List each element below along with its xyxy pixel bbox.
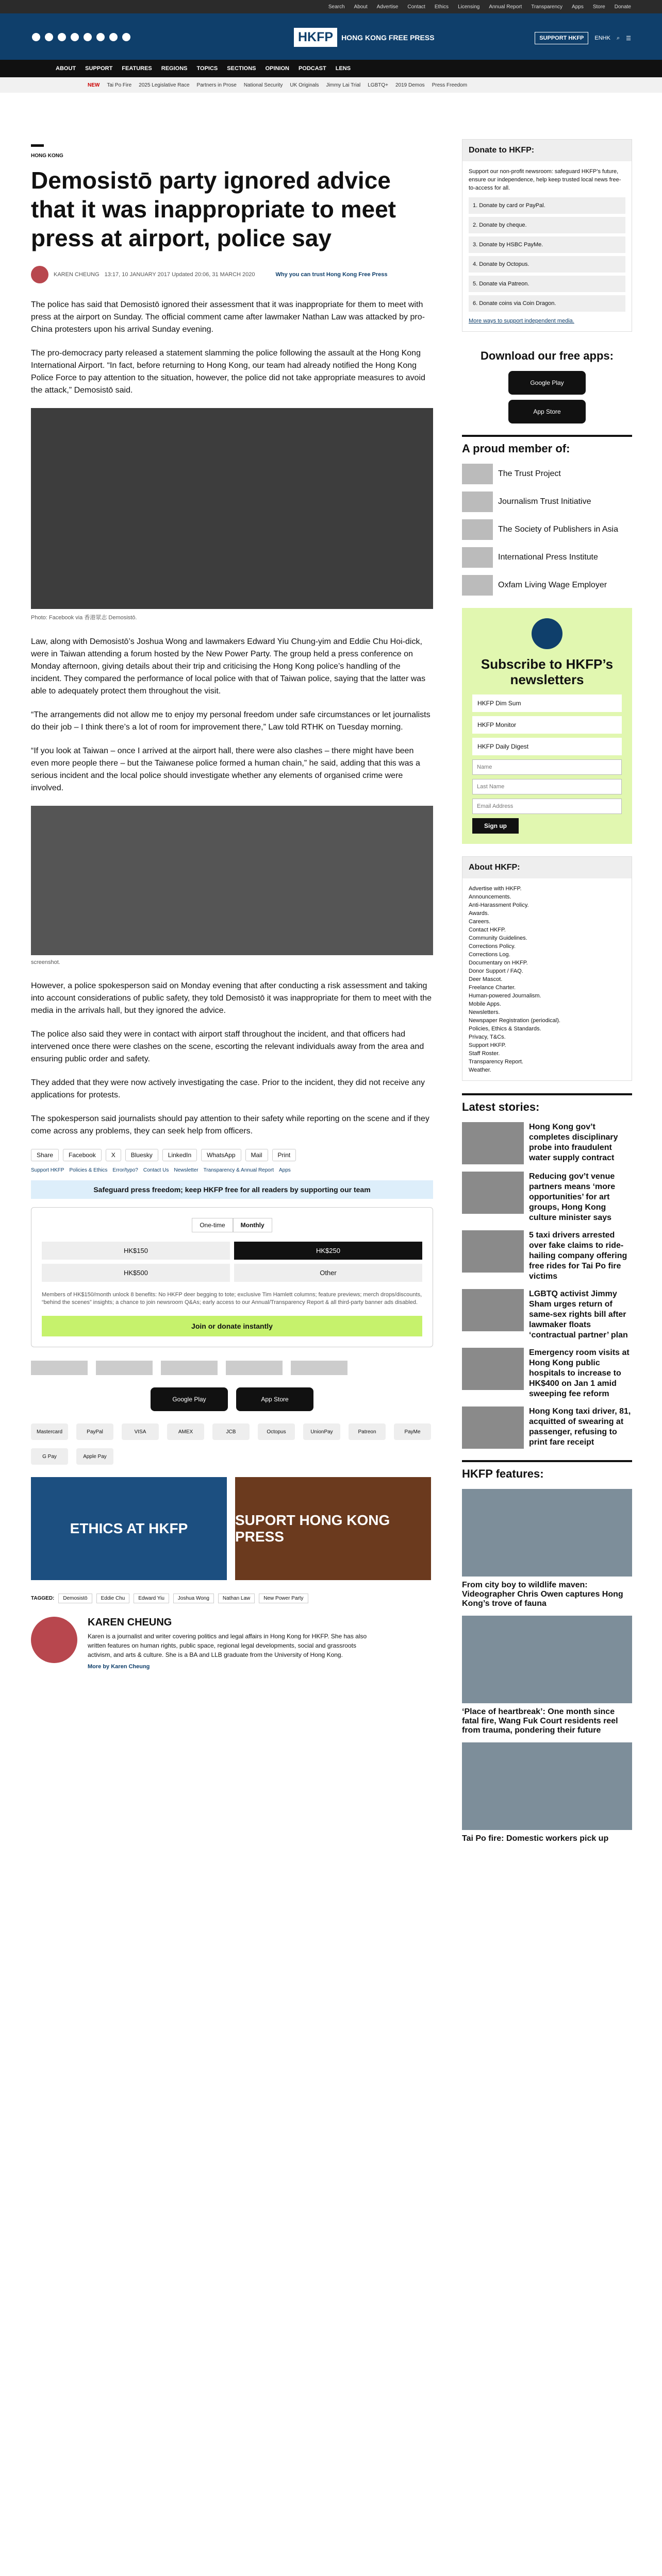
paragraph: The spokesperson said journalists should pay attention to their safety while reporting on the scene and if they come across any problems, they can seek help from officers.	[31, 1114, 429, 1136]
mastercard-icon: Mastercard	[31, 1423, 68, 1440]
latest-story[interactable]	[462, 1406, 632, 1449]
support-link[interactable]: Support HKFP	[31, 1167, 64, 1173]
about-link[interactable]: Mobile Apps.	[469, 1001, 501, 1007]
latest-story[interactable]	[462, 1289, 632, 1341]
paragraph: They added that they were now actively investigating the case. Prior to the incident, they did not receive any applications for protests.	[31, 1078, 425, 1099]
features-heading: HKFP features:	[462, 1460, 632, 1481]
member-org[interactable]	[462, 464, 632, 484]
tag[interactable]: New Power Party	[259, 1594, 308, 1603]
nav-item[interactable]: LENS	[335, 65, 351, 72]
latest-story[interactable]	[462, 1348, 632, 1399]
author-box	[31, 1617, 433, 1670]
about-link[interactable]: Corrections Log.	[469, 952, 510, 958]
donate-method[interactable]: 5. Donate via Patreon.	[469, 276, 625, 292]
payment-logos	[31, 1423, 433, 1465]
about-link[interactable]: Transparency Report.	[469, 1059, 523, 1065]
newsletter-title: Subscribe to HKFP’s newsletters	[481, 656, 614, 687]
hkfp-badge-icon	[532, 618, 562, 649]
youtube-icon[interactable]	[71, 33, 79, 41]
newsletter-option[interactable]: HKFP Monitor	[472, 716, 622, 734]
share-button[interactable]: Print	[272, 1149, 296, 1161]
member-logo	[462, 575, 493, 596]
support-button[interactable]: SUPPORT HKFP	[535, 32, 588, 44]
feature-title[interactable]: ‘Place of heartbreak’: One month since fatal fire, Wang Fuk Court residents reel from trauma, pondering their future	[462, 1707, 618, 1735]
tagged-label: TAGGED:	[31, 1596, 55, 1601]
newsletter-field[interactable]: Last Name	[472, 779, 622, 794]
story-title[interactable]: Reducing gov’t venue partners means ‘more opportunities’ for art groups, Hong Kong culture minister says	[529, 1172, 616, 1222]
publish-date: 13:17, 10 JANUARY 2017 Updated 20:06, 31 MARCH 2020	[104, 272, 255, 278]
tag[interactable]: Eddie Chu	[96, 1594, 130, 1603]
x-icon[interactable]	[45, 33, 53, 41]
video-banners	[31, 1477, 433, 1580]
donate-sidebar-widget	[462, 139, 632, 332]
support-video-banner[interactable]: SUPORT HONG KONG PRESS	[235, 1477, 431, 1580]
photo-caption: Photo: Facebook via 香港眾志 Demosistō.	[31, 615, 137, 621]
feature-image	[462, 1616, 632, 1703]
google-play-badge[interactable]: Google Play	[151, 1387, 228, 1411]
paypal-icon: PayPal	[76, 1423, 113, 1440]
partner-logo	[291, 1361, 347, 1375]
about-link[interactable]: Human-powered Journalism.	[469, 993, 541, 999]
topbar-link[interactable]: Licensing	[458, 4, 480, 10]
tag[interactable]: Nathan Law	[218, 1594, 255, 1603]
about-link[interactable]: Policies, Ethics & Standards.	[469, 1026, 541, 1032]
share-button[interactable]: Bluesky	[125, 1149, 158, 1161]
sidebar	[462, 62, 632, 1851]
paragraph: “The arrangements did not allow me to enjoy my personal freedom under safe circumstances or let journalists do their job – I think there’s a lot of room for improvement there,” Law told RTHK on Tuesday morning.	[31, 710, 431, 732]
payme-icon: PayMe	[394, 1423, 431, 1440]
about-link[interactable]: Anti-Harassment Policy.	[469, 902, 529, 908]
story-title[interactable]: Hong Kong taxi driver, 81, acquitted of swearing at passenger, refusing to print fare receipt	[529, 1407, 631, 1447]
site-logo[interactable]	[294, 28, 435, 47]
bluesky-icon[interactable]	[122, 33, 130, 41]
header-actions	[535, 32, 631, 44]
story-thumbnail	[462, 1348, 524, 1390]
author-bio: Karen is a journalist and writer covering politics and legal affairs in Hong Kong for HKFP. She has also written features on human rights, public space, regional legal developments, social and grassroots activism, and arts & culture. She is a BA and LLB graduate from the University of Hong Kong.	[88, 1633, 367, 1658]
about-link[interactable]: Freelance Charter.	[469, 985, 516, 991]
widget-title: Donate to HKFP:	[462, 140, 632, 161]
member-logo	[462, 547, 493, 568]
article-photo	[31, 408, 433, 609]
feature-story[interactable]	[462, 1616, 632, 1735]
about-link[interactable]: Contact HKFP.	[469, 927, 506, 933]
feature-story[interactable]	[462, 1742, 632, 1843]
share-button[interactable]: LinkedIn	[162, 1149, 197, 1161]
member-org[interactable]	[462, 575, 632, 596]
partner-logo	[161, 1361, 218, 1375]
topbar-link[interactable]: Apps	[572, 4, 584, 10]
support-link[interactable]: Apps	[278, 1167, 291, 1173]
about-link[interactable]: Awards.	[469, 910, 489, 917]
amount-options	[42, 1242, 422, 1282]
donate-method[interactable]: 4. Donate by Octopus.	[469, 256, 625, 273]
story-thumbnail	[462, 1122, 524, 1164]
member-name: The Trust Project	[498, 469, 561, 478]
title-rule	[31, 144, 44, 147]
about-link[interactable]: Advertise with HKFP.	[469, 886, 522, 892]
trending-link[interactable]: 2019 Demos	[395, 82, 425, 88]
telegram-icon[interactable]	[96, 33, 105, 41]
topbar-link[interactable]: Search	[328, 4, 345, 10]
story-title[interactable]: 5 taxi drivers arrested over fake claims to ride-hailing company offering free rides for Tai Po fire victims	[529, 1231, 627, 1281]
about-link[interactable]: Community Guidelines.	[469, 935, 527, 941]
donate-method[interactable]: 6. Donate coins via Coin Dragon.	[469, 295, 625, 312]
topbar-link[interactable]: Contact	[407, 4, 425, 10]
topbar-link[interactable]: About	[354, 4, 368, 10]
article-title: Demosistō party ignored advice that it was inappropriate to meet press at airport, police say	[31, 167, 396, 251]
support-link[interactable]: Transparency & Annual Report	[203, 1167, 274, 1173]
visa-icon: VISA	[122, 1423, 159, 1440]
author-avatar	[31, 266, 48, 283]
member-logo	[462, 464, 493, 484]
unionpay-icon: UnionPay	[303, 1423, 340, 1440]
menu-icon[interactable]: ☰	[626, 35, 631, 42]
member-name: Oxfam Living Wage Employer	[498, 581, 607, 589]
support-link[interactable]: Error/typo?	[112, 1167, 138, 1173]
nav-item[interactable]: SUPPORT	[85, 65, 113, 72]
article-photo	[31, 806, 433, 955]
jcb-icon: JCB	[212, 1423, 250, 1440]
trending-link[interactable]: Jimmy Lai Trial	[326, 82, 361, 88]
trending-link[interactable]: Partners in Prose	[196, 82, 237, 88]
latest-story[interactable]	[462, 1122, 632, 1164]
share-button[interactable]: Share	[31, 1149, 59, 1161]
share-button[interactable]: Facebook	[63, 1149, 102, 1161]
amex-icon: AMEX	[167, 1423, 204, 1440]
trending-link[interactable]: UK Originals	[290, 82, 319, 88]
octopus-icon: Octopus	[258, 1423, 295, 1440]
latest-heading: Latest stories:	[462, 1093, 632, 1114]
paragraph: The police also said they were in contact with airport staff throughout the incident, and that officers had intervened once there were clashes on the scene, escorting the relevant individuals away from the area and ensuring public order and safety.	[31, 1030, 424, 1063]
support-link[interactable]: Contact Us	[143, 1167, 169, 1173]
newsletter-option[interactable]: HKFP Dim Sum	[472, 694, 622, 712]
tag[interactable]: Edward Yiu	[134, 1594, 169, 1603]
instagram-icon[interactable]	[58, 33, 66, 41]
paragraph: Law, along with Demosistō’s Joshua Wong and lawmakers Edward Yiu Chung-yim and Eddie Chu Hoi-dick, were in Taiwan attending a forum hosted by the New Power Party. The group held a press conference on Monday afternoon, giving details about their trip and criticising the Hong Kong police’s handling of the incident. They compared the performance of local police with that of Taiwan police, saying that the latter was able to adequately protect them throughout the visit.	[31, 637, 426, 696]
latest-story[interactable]	[462, 1172, 632, 1223]
app-store-badge[interactable]: App Store	[236, 1387, 313, 1411]
nav-item[interactable]: ABOUT	[56, 65, 76, 72]
trending-link[interactable]: LGBTQ+	[368, 82, 388, 88]
feature-story[interactable]	[462, 1489, 632, 1608]
member-org[interactable]	[462, 492, 632, 512]
story-title[interactable]: Emergency room visits at Hong Kong public hospitals to increase to HK$400 on Jan 1 amid sweeping fee reform	[529, 1348, 630, 1398]
search-icon[interactable]: ⌕	[616, 35, 620, 41]
nav-item[interactable]: FEATURES	[122, 65, 152, 72]
author-box-name[interactable]: KAREN CHEUNG	[88, 1617, 172, 1628]
member-benefits-note: Members of HK$150/month unlock 8 benefits: No HKFP deer begging to tote; exclusive Tim Hamlett columns; feature previews; merch drops/discounts, “behind the scenes” insights; a chance to join newsroom Q&As; early access to our Annual/Transparency Report & all third-party banner ads disabled.	[42, 1292, 422, 1306]
topbar-link[interactable]: Donate	[614, 4, 631, 10]
member-heading: A proud member of:	[462, 435, 632, 455]
safeguard-banner[interactable]: Safeguard press freedom; keep HKFP free for all readers by supporting our team	[31, 1180, 433, 1199]
about-link[interactable]: Documentary on HKFP.	[469, 960, 528, 966]
about-link[interactable]: Support HKFP.	[469, 1042, 506, 1048]
newsletter-option[interactable]: HKFP Daily Digest	[472, 738, 622, 755]
share-button[interactable]: WhatsApp	[201, 1149, 241, 1161]
donate-widget	[31, 1207, 433, 1347]
article-column	[31, 144, 433, 1670]
newsletter-widget	[462, 608, 632, 844]
about-link[interactable]: Weather.	[469, 1067, 491, 1073]
member-logo	[462, 519, 493, 540]
donate-text: Support our non-profit newsroom: safeguard HKFP’s future, ensure our independence, help keep trusted local news free-to-access for all.	[469, 168, 621, 191]
share-bar	[31, 1149, 433, 1161]
support-links	[31, 1167, 433, 1173]
partner-logo	[31, 1361, 88, 1375]
site-header	[0, 13, 662, 60]
facebook-icon[interactable]	[32, 33, 40, 41]
logo-text: HONG KONG FREE PRESS	[341, 33, 435, 42]
paragraph: The pro-democracy party released a statement slamming the police following the assault at the Hong Kong International Airport. “In fact, before returning to Hong Kong, our team had already notified the Hong Kong Police Force to pay attention to the situation, however, the police did not take appropriate measures to avoid the attack,” Demosistō said.	[31, 349, 425, 395]
ethics-video-banner[interactable]: ETHICS AT HKFP	[31, 1477, 227, 1580]
partner-logo	[96, 1361, 153, 1375]
story-thumbnail	[462, 1289, 524, 1331]
feature-title[interactable]: Tai Po fire: Domestic workers pick up	[462, 1834, 609, 1843]
amount-option[interactable]: Other	[234, 1264, 422, 1282]
topbar-link[interactable]: Annual Report	[489, 4, 522, 10]
latest-story[interactable]	[462, 1230, 632, 1282]
topbar-link[interactable]: Ethics	[434, 4, 449, 10]
more-ways-link[interactable]: More ways to support independent media.	[469, 318, 574, 324]
tag[interactable]: Joshua Wong	[173, 1594, 214, 1603]
story-title[interactable]: LGBTQ activist Jimmy Sham urges return of same-sex rights bill after lawmaker floats ‘contractual partner’ plan	[529, 1290, 628, 1340]
widget-title: About HKFP:	[462, 857, 632, 878]
google-play-badge[interactable]: Google Play	[508, 371, 586, 395]
topbar-link[interactable]: Advertise	[376, 4, 399, 10]
trending-link[interactable]: National Security	[243, 82, 283, 88]
social-icons	[32, 33, 130, 41]
author-box-avatar	[31, 1617, 77, 1663]
donate-tabs	[42, 1218, 422, 1232]
byline	[31, 266, 433, 283]
story-title[interactable]: Hong Kong gov’t completes disciplinary probe into fraudulent water supply contract	[529, 1123, 618, 1162]
about-widget	[462, 856, 632, 1081]
app-store-badge[interactable]: App Store	[508, 400, 586, 423]
patreon-icon: Patreon	[349, 1423, 386, 1440]
about-link[interactable]: Donor Support / FAQ.	[469, 968, 523, 974]
share-button[interactable]: Mail	[245, 1149, 268, 1161]
more-by-author-link[interactable]: More by Karen Cheung	[88, 1664, 150, 1670]
donate-method[interactable]: 3. Donate by HSBC PayMe.	[469, 236, 625, 253]
paragraph: “If you look at Taiwan – once I arrived at the airport hall, there were also clashes – there might have been even more people there – but the Taiwanese police formed a human chain,” he said, adding that this was a serious incident and the local police should investigate whether any elements of organised crime were involved.	[31, 747, 420, 792]
nav-item[interactable]: REGIONS	[161, 65, 188, 72]
about-link[interactable]: Deer Mascot.	[469, 976, 503, 982]
story-thumbnail	[462, 1230, 524, 1273]
about-link[interactable]: Staff Roster.	[469, 1050, 500, 1057]
member-name: The Society of Publishers in Asia	[498, 525, 619, 534]
nav-item[interactable]: PODCAST	[298, 65, 326, 72]
signup-button[interactable]: Sign up	[472, 818, 519, 834]
app-store-links	[31, 1387, 433, 1411]
trending-link[interactable]: Tai Po Fire	[107, 82, 132, 88]
about-link[interactable]: Privacy, T&Cs.	[469, 1034, 506, 1040]
newsletter-field[interactable]: Name	[472, 759, 622, 775]
story-thumbnail	[462, 1172, 524, 1214]
threads-icon[interactable]	[84, 33, 92, 41]
feature-title[interactable]: From city boy to wildlife maven: Videographer Chris Owen captures Hong Kong’s trove of fauna	[462, 1581, 623, 1608]
language-toggle[interactable]: ENHK	[594, 35, 610, 41]
share-button[interactable]: X	[106, 1149, 121, 1161]
member-org[interactable]	[462, 547, 632, 568]
applepay-icon: Apple Pay	[76, 1448, 113, 1465]
top-utility-bar	[0, 0, 662, 13]
story-thumbnail	[462, 1406, 524, 1449]
about-link[interactable]: Corrections Policy.	[469, 943, 516, 950]
donate-method[interactable]: 1. Donate by card or PayPal.	[469, 197, 625, 214]
member-logo	[462, 492, 493, 512]
photo-caption: screenshot.	[31, 959, 60, 965]
donate-method[interactable]: 2. Donate by cheque.	[469, 217, 625, 233]
trending-link[interactable]: 2025 Legislative Race	[139, 82, 190, 88]
partner-logos	[31, 1361, 433, 1375]
nav-item[interactable]: TOPICS	[196, 65, 218, 72]
support-link[interactable]: Policies & Ethics	[69, 1167, 108, 1173]
support-link[interactable]: Newsletter	[174, 1167, 198, 1173]
amount-option[interactable]: HK$500	[42, 1264, 230, 1282]
topbar-link[interactable]: Transparency	[531, 4, 563, 10]
member-name: International Press Institute	[498, 553, 598, 562]
trending-link[interactable]: Press Freedom	[432, 82, 468, 88]
gpay-icon: G Pay	[31, 1448, 68, 1465]
trust-link[interactable]: Why you can trust Hong Kong Free Press	[275, 272, 388, 278]
tab-monthly[interactable]: Monthly	[233, 1218, 272, 1232]
author-name[interactable]: KAREN CHEUNG	[54, 272, 100, 278]
feature-image	[462, 1742, 632, 1830]
tag[interactable]: Demosistō	[58, 1594, 92, 1603]
feature-image	[462, 1489, 632, 1577]
paragraph: However, a police spokesperson said on Monday evening that after conducting a risk assessment and taking into account considerations of public safety, they told Demosistō it was inappropriate for them to meet with the media in the arrivals hall, but they ignored the advice.	[31, 981, 432, 1015]
newsletter-field[interactable]: Email Address	[472, 799, 622, 814]
about-link[interactable]: Announcements.	[469, 894, 511, 900]
join-button[interactable]: Join or donate instantly	[42, 1316, 422, 1336]
nav-item[interactable]: OPINION	[265, 65, 289, 72]
topbar-link[interactable]: Store	[592, 4, 605, 10]
tab-one-time[interactable]: One-time	[192, 1218, 233, 1232]
linkedin-icon[interactable]	[109, 33, 118, 41]
member-org[interactable]	[462, 519, 632, 540]
article-kicker[interactable]: HONG KONG	[31, 153, 63, 159]
apps-heading: Download our free apps:	[481, 349, 614, 362]
tag-list	[31, 1594, 433, 1603]
logo-mark: HKFP	[294, 28, 337, 47]
member-name: Journalism Trust Initiative	[498, 497, 591, 506]
amount-option[interactable]: HK$250	[234, 1242, 422, 1260]
about-link[interactable]: Newsletters.	[469, 1009, 500, 1015]
about-link[interactable]: Careers.	[469, 919, 491, 925]
amount-option[interactable]: HK$150	[42, 1242, 230, 1260]
trending-link: NEW	[88, 82, 100, 88]
paragraph: The police has said that Demosistō ignored their assessment that it was inappropriate for them to meet with press at the airport on Sunday. The official comment came after lawmaker Nathan Law was attacked by pro-China protesters upon his arrival Sunday evening.	[31, 300, 425, 334]
about-link[interactable]: Newspaper Registration (periodical).	[469, 1018, 560, 1024]
nav-item[interactable]: SECTIONS	[227, 65, 256, 72]
partner-logo	[226, 1361, 283, 1375]
